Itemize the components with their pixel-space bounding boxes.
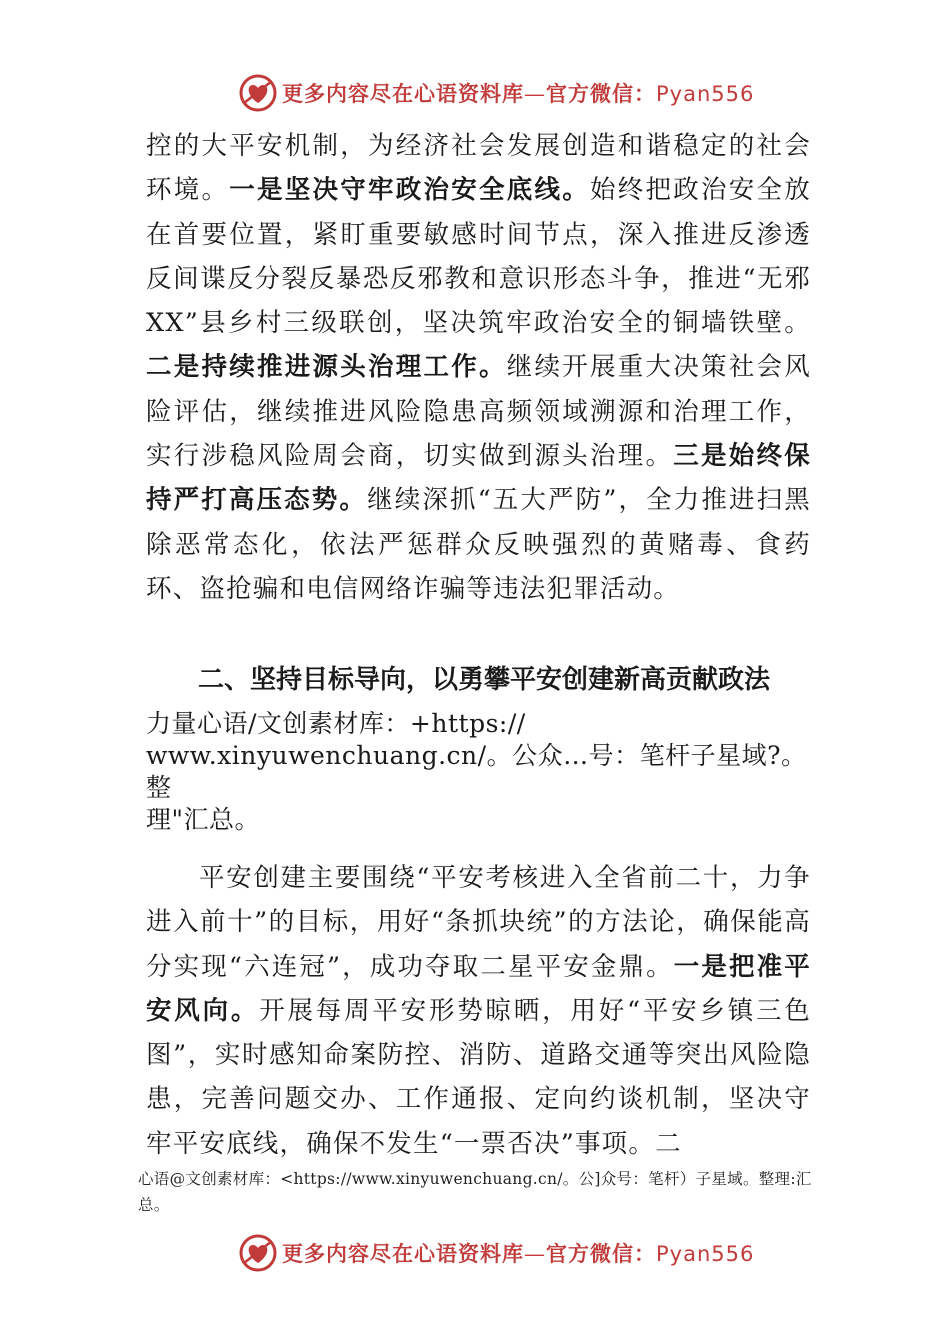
banner-main: 更多内容尽在心语资料库 bbox=[282, 81, 524, 106]
section1-text-d: 继续深抓“五大严防”，全力推进扫黑除恶常态化，依法严惩群众反映强烈的黄赌毒、食药环、盗抢骗和电信网络诈骗等违法犯罪活动。 bbox=[146, 485, 811, 604]
banner-text bbox=[282, 78, 754, 108]
heart-logo-icon bbox=[238, 73, 278, 113]
section2-paragraph bbox=[146, 856, 811, 1166]
banner-text bbox=[282, 1238, 754, 1268]
banner-separator: — bbox=[524, 1242, 546, 1266]
section1-text-c: 继续开展重大决策社会风险评估，继续推进风险隐患高频领域溯源和治理工作，实行涉稳风险周会商，切实做到源头治理。 bbox=[146, 352, 811, 472]
section1-bold-b: 二是持续推进源头治理工作。 bbox=[146, 352, 507, 383]
section-heading: 二、坚持目标导向，以勇攀平安创建新高贡献政法 bbox=[198, 665, 771, 695]
section1-text-b: 始终把政治安全放在首要位置，紧盯重要敏感时间节点，深入推进反渗透反间谍反分裂反暴恐反邪教和意识形态斗争，推进“无邪 XX”县乡村三级联创，坚决筑牢政治安全的铜墙铁壁。 bbox=[146, 175, 811, 339]
banner-wechat-id: Pyan556 bbox=[656, 1242, 755, 1266]
section2-text-a: 平安创建主要围绕“平安考核进入全省前二十，力争进入前十”的目标，用好“条抓块统”的方法论，确保能高分实现“六连冠”，成功夺取二星平安金鼎。 bbox=[146, 863, 811, 982]
section1-bold-a: 一是坚决守牢政治安全底线。 bbox=[229, 175, 591, 206]
heart-logo-icon bbox=[238, 1233, 278, 1273]
section2-text-b: 开展每周平安形势晾晒，用好“平安乡镇三色图”，实时感知命案防控、消防、道路交通等突出风险隐患，完善问题交办、工作通报、定向约谈机制，坚决守牢平安底线，确保不发生“一票否决”事项。二 bbox=[146, 995, 811, 1159]
banner-wechat-label: 官方微信： bbox=[546, 81, 656, 106]
bottom-banner bbox=[0, 1228, 950, 1278]
section1-bold-c: 三是始终保持严打高压态势。 bbox=[146, 441, 811, 516]
watermark-line-2: www.xinyuwenchuang.cn/。公众…号：笔杆子星域?。整 bbox=[146, 741, 807, 802]
section1-paragraph bbox=[146, 124, 811, 611]
section1-text-a: 控的大平安机制，为经济社会发展创造和谐稳定的社会环境。 bbox=[146, 131, 811, 206]
top-banner bbox=[0, 68, 950, 118]
banner-wechat-id: Pyan556 bbox=[656, 82, 755, 106]
watermark-line-1: 力量心语/文创素材库：+https:// bbox=[146, 709, 526, 738]
watermark-line-3: 理"汇总。 bbox=[146, 805, 260, 834]
banner-wechat-label: 官方微信： bbox=[546, 1241, 656, 1266]
watermark-block bbox=[146, 708, 816, 836]
banner-main: 更多内容尽在心语资料库 bbox=[282, 1241, 524, 1266]
banner-separator: — bbox=[524, 82, 546, 106]
section2-bold-a: 一是把准平安风向。 bbox=[146, 951, 811, 1026]
footer-note: 心语@文创素材库：<https://www.xinyuwenchuang.cn/。公]众号：笔杆）子星域。整理:汇总。 bbox=[138, 1170, 812, 1214]
